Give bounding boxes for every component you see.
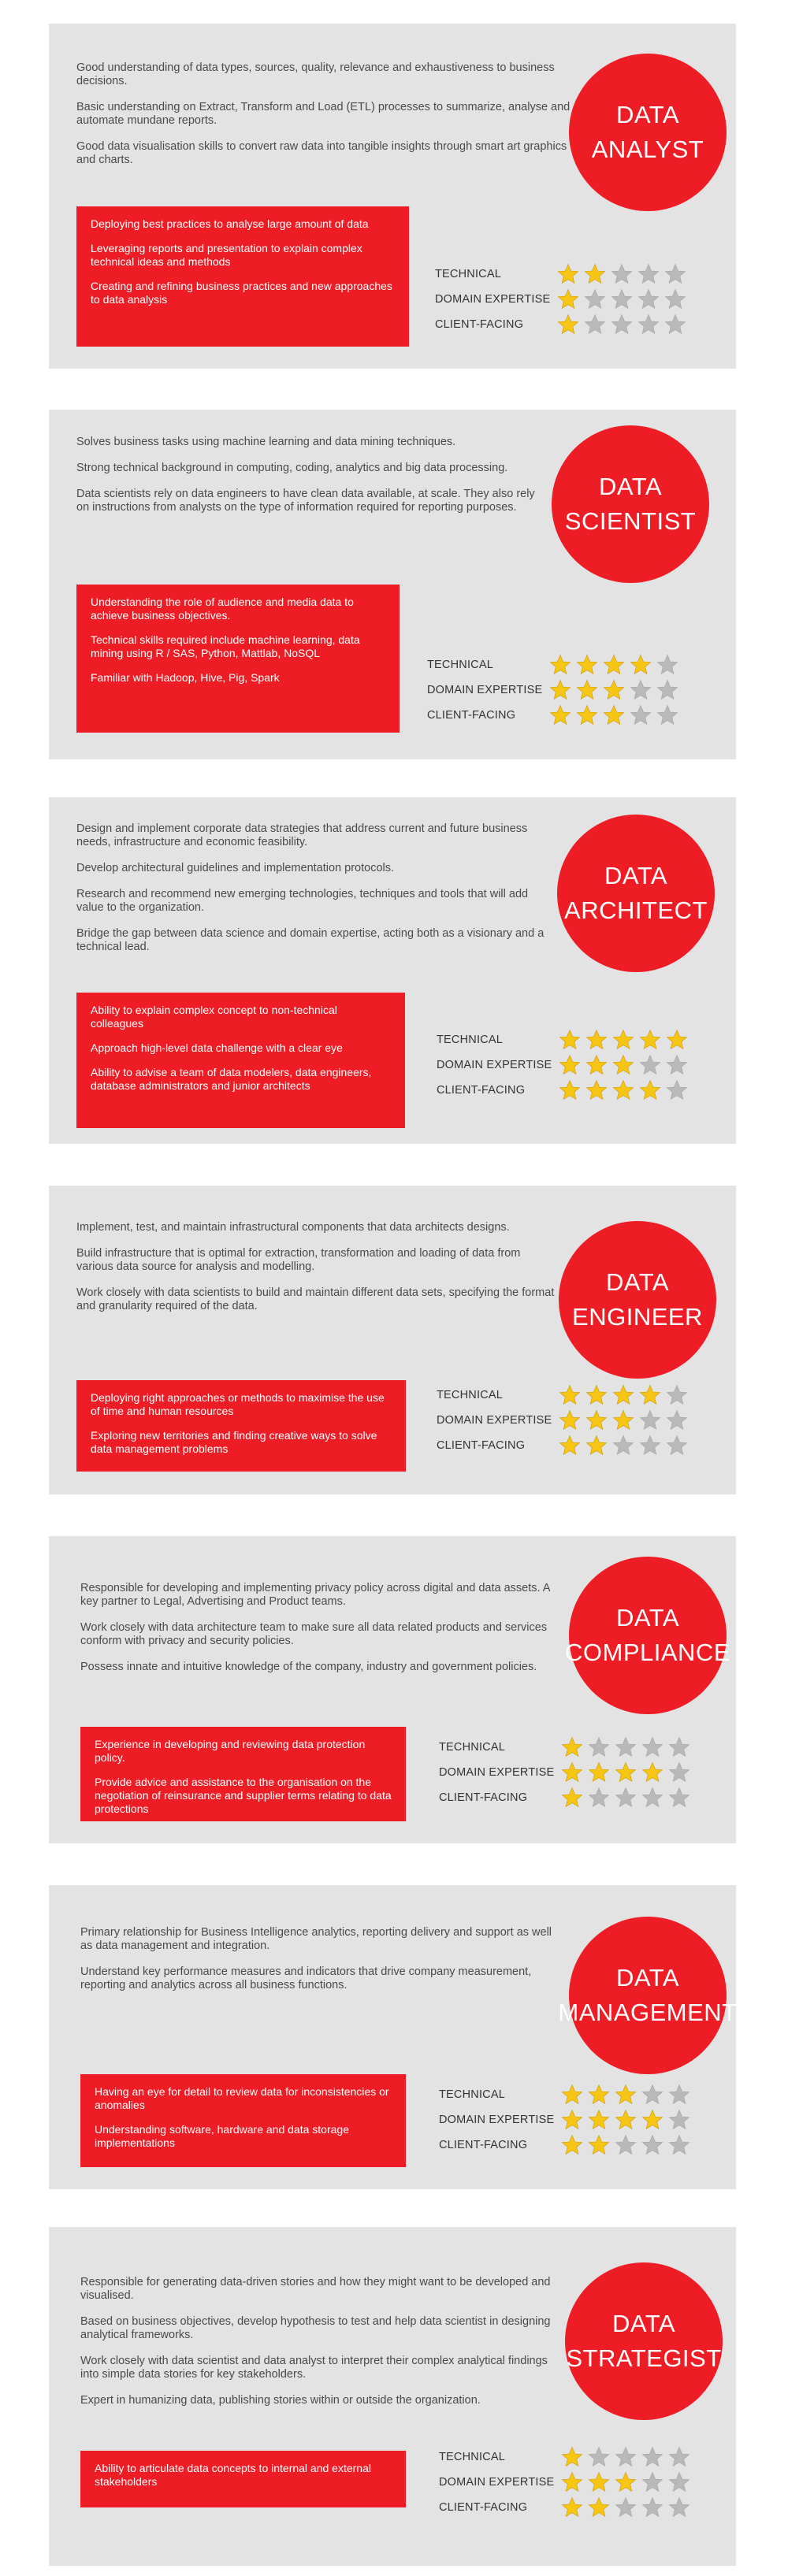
- rating-technical: [439, 2082, 695, 2107]
- role-title-badge: [557, 815, 715, 972]
- star-rating: [559, 1409, 693, 1431]
- rating-label: DOMAIN EXPERTISE: [437, 1059, 552, 1071]
- star-empty-icon: [588, 1736, 610, 1758]
- star-filled-icon: [561, 1761, 583, 1784]
- skills-box: [76, 1380, 406, 1472]
- description-line: Basic understanding on Extract, Transform and Load (ETL) processes to summarize, analyse and automate mundane reports.: [76, 101, 571, 127]
- description-line: Work closely with data scientists to build and maintain different data sets, specifying the format and granularity required of the data.: [76, 1286, 555, 1312]
- star-empty-icon: [588, 2446, 610, 2468]
- star-empty-icon: [637, 288, 660, 310]
- description-line: Possess innate and intuitive knowledge of the company, industry and government policies.: [80, 1661, 537, 1673]
- skill-item: Ability to explain complex concept to non-technical colleagues: [91, 1004, 337, 1030]
- rating-label: TECHNICAL: [437, 1389, 503, 1401]
- role-description: [80, 2276, 553, 2420]
- star-filled-icon: [588, 2109, 610, 2131]
- star-filled-icon: [639, 1384, 661, 1406]
- star-filled-icon: [559, 1384, 581, 1406]
- description-line: Based on business objectives, develop hypothesis to test and help data scientist in designing analytical frameworks.: [80, 2315, 551, 2341]
- star-empty-icon: [641, 2084, 663, 2106]
- star-rating: [561, 2084, 695, 2106]
- description-line: Research and recommend new emerging technologies, techniques and tools that will add value to the organization.: [76, 888, 529, 914]
- skill-item: Familiar with Hadoop, Hive, Pig, Spark: [91, 671, 280, 684]
- star-empty-icon: [615, 2134, 637, 2156]
- skill-item: Having an eye for detail to review data for inconsistencies or anomalies: [95, 2085, 389, 2111]
- star-rating: [559, 1079, 693, 1101]
- role-description: [80, 1582, 557, 1687]
- star-filled-icon: [557, 263, 579, 285]
- role-title-line: ARCHITECT: [564, 896, 708, 924]
- role-title-badge: [558, 1917, 738, 2074]
- rating-label: CLIENT-FACING: [439, 2139, 528, 2151]
- star-rating: [561, 2446, 695, 2468]
- description-line: Good understanding of data types, sources, quality, relevance and exhaustiveness to business decisions.: [76, 61, 555, 87]
- rating-technical: [439, 2444, 695, 2470]
- rating-domain-expertise: [435, 287, 691, 312]
- role-title-badge: [569, 54, 727, 211]
- skill-item: Deploying right approaches or methods to maximise the use of time and human resources: [91, 1391, 385, 1417]
- star-filled-icon: [615, 2109, 637, 2131]
- star-filled-icon: [549, 704, 571, 726]
- star-filled-icon: [588, 1761, 610, 1784]
- star-empty-icon: [637, 314, 660, 336]
- star-filled-icon: [576, 679, 598, 701]
- star-filled-icon: [585, 1054, 608, 1076]
- star-rating: [561, 1736, 695, 1758]
- role-title-line: DATA: [615, 101, 680, 128]
- star-filled-icon: [641, 1761, 663, 1784]
- rating-label: CLIENT-FACING: [437, 1084, 526, 1097]
- star-empty-icon: [668, 2084, 690, 2106]
- star-filled-icon: [615, 2471, 637, 2493]
- star-rating: [561, 2471, 695, 2493]
- star-empty-icon: [666, 1409, 688, 1431]
- description-line: Primary relationship for Business Intelligence analytics, reporting delivery and support as well as data management and integration.: [80, 1926, 552, 1952]
- star-filled-icon: [561, 2084, 583, 2106]
- star-filled-icon: [576, 704, 598, 726]
- description-line: Build infrastructure that is optimal for extraction, transformation and loading of data from various data source for analysis and modelling.: [76, 1247, 521, 1273]
- ratings-panel: [427, 652, 683, 728]
- star-filled-icon: [561, 2496, 583, 2518]
- star-rating: [561, 2134, 695, 2156]
- ratings-panel: [437, 1383, 693, 1458]
- description-line: Strong technical background in computing, coding, analytics and big data processing.: [76, 462, 508, 474]
- star-empty-icon: [656, 654, 678, 676]
- rating-client-facing: [435, 312, 691, 337]
- role-title-badge: [565, 2262, 723, 2420]
- star-empty-icon: [668, 1736, 690, 1758]
- star-filled-icon: [666, 1029, 688, 1051]
- role-title-line: DATA: [604, 862, 668, 889]
- star-filled-icon: [549, 679, 571, 701]
- description-line: Understand key performance measures and indicators that drive company measurement, reporting and analytics across all business functions.: [80, 1965, 532, 1991]
- rating-client-facing: [437, 1433, 693, 1458]
- star-empty-icon: [641, 1787, 663, 1809]
- star-empty-icon: [584, 314, 606, 336]
- skill-item: Experience in developing and reviewing data protection policy.: [95, 1738, 366, 1764]
- skills-box: [80, 2074, 406, 2167]
- rating-technical: [437, 1027, 693, 1052]
- star-filled-icon: [603, 704, 625, 726]
- star-filled-icon: [612, 1384, 634, 1406]
- rating-client-facing: [439, 1785, 695, 1810]
- star-empty-icon: [668, 2134, 690, 2156]
- star-empty-icon: [615, 2446, 637, 2468]
- star-filled-icon: [561, 1787, 583, 1809]
- rating-label: TECHNICAL: [439, 2088, 505, 2101]
- skill-item: Provide advice and assistance to the organisation on the negotiation of reinsurance and supplier terms relating to data protections: [95, 1776, 392, 1815]
- rating-label: DOMAIN EXPERTISE: [427, 684, 543, 696]
- description-line: Bridge the gap between data science and domain expertise, acting both as a visionary and a technical lead.: [76, 927, 545, 953]
- star-empty-icon: [666, 1079, 688, 1101]
- star-filled-icon: [559, 1029, 581, 1051]
- star-rating: [561, 1761, 695, 1784]
- star-empty-icon: [611, 314, 633, 336]
- rating-label: DOMAIN EXPERTISE: [439, 1766, 555, 1779]
- rating-client-facing: [427, 703, 683, 728]
- ratings-panel: [439, 2444, 695, 2520]
- rating-technical: [435, 262, 691, 287]
- star-filled-icon: [615, 1761, 637, 1784]
- star-filled-icon: [639, 1029, 661, 1051]
- rating-technical: [437, 1383, 693, 1408]
- card-data-compliance: [49, 1536, 736, 1843]
- skills-box: [76, 993, 405, 1128]
- rating-label: CLIENT-FACING: [427, 709, 516, 722]
- star-filled-icon: [557, 288, 579, 310]
- role-description: [76, 436, 549, 527]
- star-empty-icon: [615, 2496, 637, 2518]
- skills-box: [80, 2451, 406, 2507]
- rating-client-facing: [437, 1078, 693, 1103]
- ratings-panel: [439, 2082, 695, 2158]
- card-data-management: [49, 1885, 736, 2189]
- rating-technical: [427, 652, 683, 677]
- star-empty-icon: [656, 704, 678, 726]
- skill-item: Understanding the role of audience and media data to achieve business objectives.: [91, 596, 354, 622]
- star-filled-icon: [612, 1054, 634, 1076]
- star-empty-icon: [664, 314, 686, 336]
- star-filled-icon: [561, 2109, 583, 2131]
- star-empty-icon: [668, 2109, 690, 2131]
- star-rating: [557, 288, 691, 310]
- star-empty-icon: [639, 1054, 661, 1076]
- star-filled-icon: [615, 2084, 637, 2106]
- star-filled-icon: [549, 654, 571, 676]
- rating-label: TECHNICAL: [437, 1034, 503, 1046]
- skills-box: [76, 585, 400, 733]
- rating-label: TECHNICAL: [439, 1741, 505, 1754]
- star-filled-icon: [576, 654, 598, 676]
- role-title-line: SCIENTIST: [564, 507, 697, 535]
- star-empty-icon: [641, 2446, 663, 2468]
- role-description: [76, 822, 549, 967]
- description-line: Expert in humanizing data, publishing stories within or outside the organization.: [80, 2394, 481, 2407]
- rating-label: CLIENT-FACING: [439, 1791, 528, 1804]
- star-empty-icon: [641, 1736, 663, 1758]
- star-empty-icon: [641, 2134, 663, 2156]
- star-empty-icon: [664, 263, 686, 285]
- star-rating: [557, 314, 691, 336]
- rating-label: DOMAIN EXPERTISE: [435, 293, 551, 306]
- star-filled-icon: [588, 2496, 610, 2518]
- rating-domain-expertise: [437, 1408, 693, 1433]
- star-empty-icon: [612, 1435, 634, 1457]
- star-empty-icon: [656, 679, 678, 701]
- rating-label: DOMAIN EXPERTISE: [437, 1414, 552, 1427]
- star-filled-icon: [641, 2109, 663, 2131]
- rating-label: TECHNICAL: [435, 268, 501, 280]
- star-empty-icon: [639, 1409, 661, 1431]
- star-empty-icon: [668, 2446, 690, 2468]
- skill-item: Ability to articulate data concepts to internal and external stakeholders: [95, 2462, 371, 2488]
- star-empty-icon: [611, 288, 633, 310]
- star-empty-icon: [668, 1761, 690, 1784]
- star-filled-icon: [588, 2084, 610, 2106]
- rating-label: CLIENT-FACING: [435, 318, 524, 331]
- star-empty-icon: [630, 704, 652, 726]
- description-line: Implement, test, and maintain infrastructural components that data architects designs.: [76, 1221, 510, 1234]
- star-empty-icon: [615, 1736, 637, 1758]
- star-rating: [559, 1029, 693, 1051]
- star-empty-icon: [641, 2496, 663, 2518]
- rating-client-facing: [439, 2132, 695, 2158]
- role-title-line: COMPLIANCE: [565, 1639, 730, 1666]
- skills-box: [76, 206, 409, 347]
- star-rating: [549, 654, 683, 676]
- skill-item: Creating and refining business practices and new approaches to data analysis: [91, 280, 392, 306]
- star-empty-icon: [637, 263, 660, 285]
- star-rating: [561, 2109, 695, 2131]
- star-empty-icon: [666, 1435, 688, 1457]
- role-title-badge: [565, 1557, 730, 1714]
- description-line: Work closely with data scientist and data analyst to interpret their complex analytical findings into simple data stories for key stakeholders.: [80, 2355, 548, 2381]
- star-rating: [561, 1787, 695, 1809]
- role-description: [80, 1926, 553, 2005]
- star-empty-icon: [588, 1787, 610, 1809]
- star-filled-icon: [603, 679, 625, 701]
- card-data-analyst: [49, 24, 736, 369]
- star-filled-icon: [639, 1079, 661, 1101]
- skill-item: Understanding software, hardware and data storage implementations: [95, 2123, 349, 2149]
- star-filled-icon: [612, 1029, 634, 1051]
- star-filled-icon: [630, 654, 652, 676]
- star-filled-icon: [588, 2134, 610, 2156]
- star-filled-icon: [585, 1435, 608, 1457]
- star-empty-icon: [668, 2471, 690, 2493]
- rating-domain-expertise: [439, 1760, 695, 1785]
- star-filled-icon: [561, 2471, 583, 2493]
- role-description: [76, 61, 573, 180]
- star-rating: [549, 704, 683, 726]
- role-description: [76, 1221, 557, 1326]
- star-empty-icon: [615, 1787, 637, 1809]
- star-filled-icon: [612, 1409, 634, 1431]
- rating-label: DOMAIN EXPERTISE: [439, 2476, 555, 2489]
- role-title-line: DATA: [615, 1604, 680, 1631]
- star-empty-icon: [641, 2471, 663, 2493]
- skill-item: Approach high-level data challenge with a clear eye: [91, 1041, 343, 1054]
- description-line: Develop architectural guidelines and implementation protocols.: [76, 862, 395, 874]
- star-filled-icon: [584, 263, 606, 285]
- star-rating: [559, 1384, 693, 1406]
- star-filled-icon: [588, 2471, 610, 2493]
- star-rating: [559, 1435, 693, 1457]
- rating-label: CLIENT-FACING: [439, 2501, 528, 2514]
- star-filled-icon: [561, 2134, 583, 2156]
- description-line: Data scientists rely on data engineers to have clean data available, at scale. They also rely on instructions from analysts on the type of information required for reporting purposes.: [76, 488, 535, 514]
- role-title-line: DATA: [598, 473, 663, 500]
- star-filled-icon: [557, 314, 579, 336]
- star-filled-icon: [585, 1079, 608, 1101]
- description-line: Design and implement corporate data strategies that address current and future business needs, infrastructure and economic feasibility.: [76, 822, 528, 848]
- rating-technical: [439, 1735, 695, 1760]
- description-line: Responsible for generating data-driven stories and how they might want to be developed and visualised.: [80, 2276, 551, 2302]
- card-data-strategist: [49, 2227, 736, 2566]
- star-empty-icon: [611, 263, 633, 285]
- role-title-badge: [552, 425, 709, 583]
- star-filled-icon: [603, 654, 625, 676]
- skills-box: [80, 1727, 406, 1821]
- role-title-line: MANAGEMENT: [558, 1999, 738, 2026]
- rating-label: CLIENT-FACING: [437, 1439, 526, 1452]
- rating-label: TECHNICAL: [427, 659, 493, 671]
- star-empty-icon: [666, 1384, 688, 1406]
- star-filled-icon: [561, 1736, 583, 1758]
- star-empty-icon: [668, 1787, 690, 1809]
- skill-item: Deploying best practices to analyse large amount of data: [91, 217, 369, 230]
- rating-label: DOMAIN EXPERTISE: [439, 2114, 555, 2126]
- ratings-panel: [437, 1027, 693, 1103]
- rating-domain-expertise: [439, 2107, 695, 2132]
- description-line: Good data visualisation skills to convert raw data into tangible insights through smart art graphics and charts.: [76, 140, 567, 166]
- star-filled-icon: [612, 1079, 634, 1101]
- star-empty-icon: [584, 288, 606, 310]
- card-data-scientist: [49, 410, 736, 759]
- card-data-engineer: [49, 1186, 736, 1494]
- star-filled-icon: [559, 1079, 581, 1101]
- role-title-badge: [559, 1221, 716, 1379]
- star-rating: [561, 2496, 695, 2518]
- skill-item: Ability to advise a team of data modelers, data engineers, database administrators and junior architects: [91, 1066, 372, 1092]
- role-title-line: ANALYST: [591, 135, 704, 163]
- role-title-line: DATA: [615, 1964, 680, 1991]
- star-filled-icon: [559, 1435, 581, 1457]
- star-filled-icon: [585, 1029, 608, 1051]
- ratings-panel: [435, 262, 691, 337]
- description-line: Responsible for developing and implementing privacy policy across digital and data assets. A key partner to Legal, Advertising and Product teams.: [80, 1582, 550, 1608]
- description-line: Solves business tasks using machine learning and data mining techniques.: [76, 436, 456, 448]
- rating-domain-expertise: [439, 2470, 695, 2495]
- star-empty-icon: [630, 679, 652, 701]
- star-rating: [549, 679, 683, 701]
- role-title-line: DATA: [611, 2310, 676, 2337]
- description-line: Work closely with data architecture team to make sure all data related products and services conform with privacy and security policies.: [80, 1621, 548, 1647]
- star-filled-icon: [559, 1054, 581, 1076]
- role-title-line: ENGINEER: [572, 1303, 703, 1331]
- rating-domain-expertise: [427, 677, 683, 703]
- star-empty-icon: [639, 1435, 661, 1457]
- star-rating: [557, 263, 691, 285]
- rating-label: TECHNICAL: [439, 2451, 505, 2463]
- star-filled-icon: [585, 1384, 608, 1406]
- star-empty-icon: [666, 1054, 688, 1076]
- rating-client-facing: [439, 2495, 695, 2520]
- star-filled-icon: [559, 1409, 581, 1431]
- skill-item: Leveraging reports and presentation to explain complex technical ideas and methods: [91, 242, 362, 268]
- star-empty-icon: [668, 2496, 690, 2518]
- star-empty-icon: [664, 288, 686, 310]
- card-data-architect: [49, 797, 736, 1144]
- role-title-line: STRATEGIST: [566, 2344, 722, 2372]
- role-title-line: DATA: [605, 1268, 670, 1296]
- star-filled-icon: [561, 2446, 583, 2468]
- skill-item: Technical skills required include machine learning, data mining using R / SAS, Python, Mattlab, NoSQL: [91, 633, 360, 659]
- star-filled-icon: [585, 1409, 608, 1431]
- skill-item: Exploring new territories and finding creative ways to solve data management problems: [91, 1429, 377, 1455]
- star-rating: [559, 1054, 693, 1076]
- ratings-panel: [439, 1735, 695, 1810]
- rating-domain-expertise: [437, 1052, 693, 1078]
